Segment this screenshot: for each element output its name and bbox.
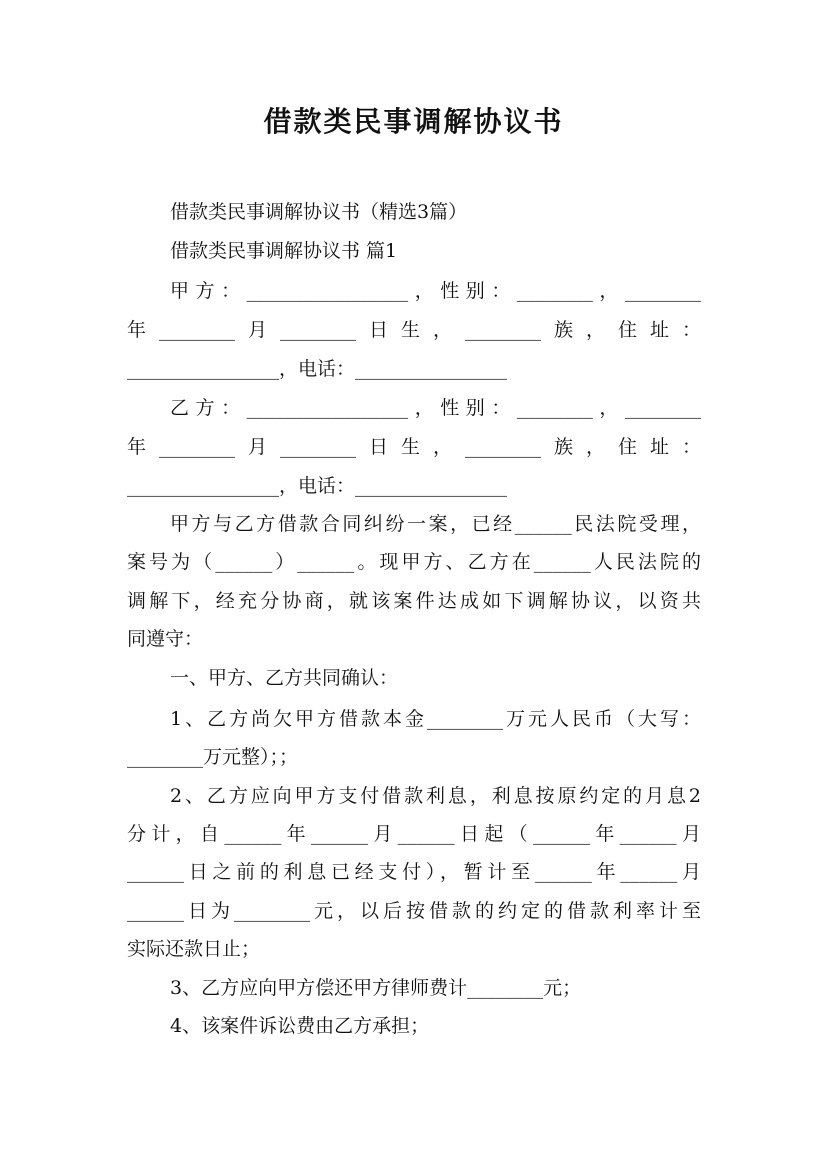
party-b-line-2: 年________月________日生，________族，住址： [127, 436, 701, 458]
clause-2-line-1: 2、乙方应向甲方支付借款利息，利息按原约定的月息2 [170, 785, 701, 807]
subtitle-line: 借款类民事调解协议书（精选3篇） [170, 201, 468, 223]
clause-3-line: 3、乙方应向甲方偿还甲方律师费计________元； [170, 977, 582, 999]
clause-2-line-2: 分计，自______年______月______日起（______年______月 [127, 823, 701, 845]
party-a-line-2: 年________月________日生，________族，住址： [127, 319, 701, 341]
party-b-line-1: 乙方：_________________，性别：________，________ [170, 397, 701, 419]
clause-2-line-5: 实际还款日止； [127, 938, 261, 960]
party-b-line-3: ________________，电话：________________ [127, 475, 508, 497]
party-a-line-3: ________________，电话：________________ [127, 358, 508, 380]
case-paragraph-line-1: 甲方与乙方借款合同纠纷一案，已经______民法院受理， [170, 513, 701, 535]
clause-4-line: 4、该案件诉讼费由乙方承担； [170, 1015, 430, 1037]
party-a-line-1: 甲方：_________________，性别：________，________ [170, 280, 701, 302]
document-title: 借款类民事调解协议书 [263, 105, 564, 138]
case-paragraph-line-2: 案号为（______）______。现甲方、乙方在______人民法院的 [127, 551, 701, 573]
clause-1-line-2: ________万元整）；； [127, 746, 299, 768]
case-paragraph-line-3: 调解下，经充分协商，就该案件达成如下调解协议，以资共 [127, 590, 701, 612]
clause-1-line-1: 1、乙方尚欠甲方借款本金________万元人民币（大写： [170, 708, 701, 730]
clause-2-line-3: ______日之前的利息已经支付），暂计至______年______月 [127, 861, 701, 883]
section-heading: 借款类民事调解协议书 篇1 [170, 240, 398, 262]
case-paragraph-line-4: 同遵守： [127, 628, 204, 650]
clause-2-line-4: ______日为________元，以后按借款的约定的借款利率计至 [127, 900, 701, 922]
clause-heading: 一、甲方、乙方共同确认： [170, 667, 399, 689]
